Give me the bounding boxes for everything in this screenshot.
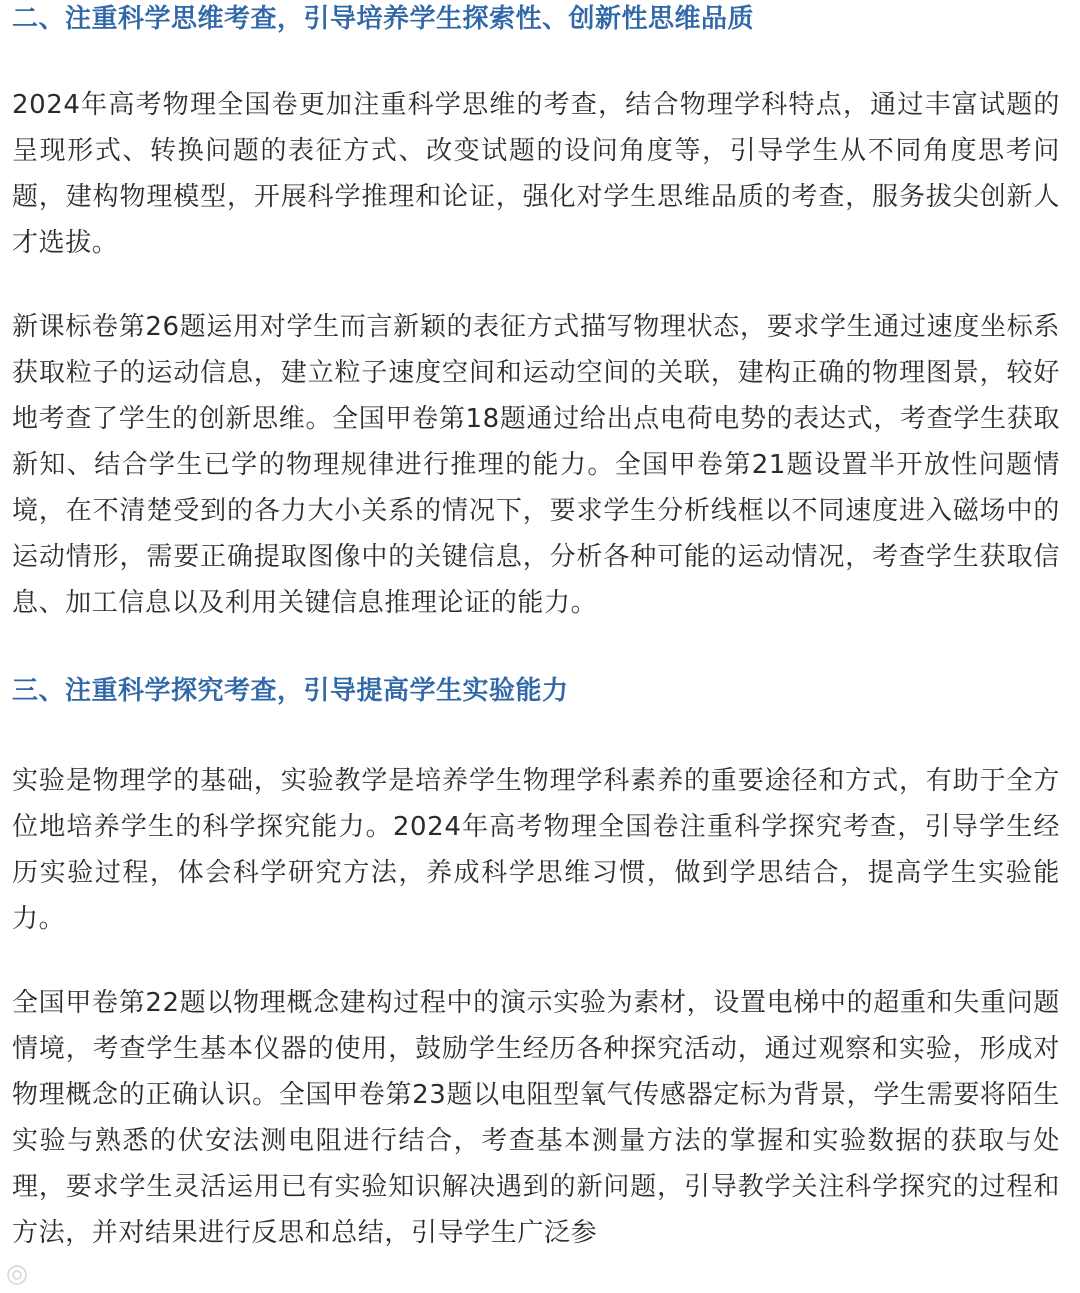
paragraph-4: 全国甲卷第22题以物理概念建构过程中的演示实验为素材，设置电梯中的超重和失重问题情境，考查学生基本仪器的使用，鼓励学生经历各种探究活动，通过观察和实验，形成对物理概念的正确认识。全国甲卷第23题以电阻型氧气传感器定标为背景，学生需要将陌生实验与熟悉的伏安法测电阻进行结合，考查基本测量方法的掌握和实验数据的获取与处理，要求学生灵活运用已有实验知识解决遇到的新问题，引导教学关注科学探究的过程和方法，并对结果进行反思和总结，引导学生广泛参 bbox=[12, 988, 1060, 1248]
watermark bbox=[6, 1262, 32, 1288]
paragraph-1: 2024年高考物理全国卷更加注重科学思维的考查，结合物理学科特点，通过丰富试题的呈现形式、转换问题的表征方式、改变试题的设问角度等，引导学生从不同角度思考问题，建构物理模型，开展科学推理和论证，强化对学生思维品质的考查，服务拔尖创新人才选拔。 bbox=[12, 90, 1060, 258]
article-body bbox=[12, 0, 1060, 1256]
paragraph-2: 新课标卷第26题运用对学生而言新颖的表征方式描写物理状态，要求学生通过速度坐标系获取粒子的运动信息，建立粒子速度空间和运动空间的关联，建构正确的物理图景，较好地考查了学生的创新思维。全国甲卷第18题通过给出点电荷电势的表达式，考查学生获取新知、结合学生已学的物理规律进行推理的能力。全国甲卷第21题设置半开放性问题情境，在不清楚受到的各力大小关系的情况下，要求学生分析线框以不同速度进入磁场中的运动情形，需要正确提取图像中的关键信息，分析各种可能的运动情况，考查学生获取信息、加工信息以及利用关键信息推理论证的能力。 bbox=[12, 312, 1060, 618]
section-heading-3: 三、注重科学探究考查，引导提高学生实验能力 bbox=[12, 676, 569, 706]
paragraph-3: 实验是物理学的基础，实验教学是培养学生物理学科素养的重要途径和方式，有助于全方位地培养学生的科学探究能力。2024年高考物理全国卷注重科学探究考查，引导学生经历实验过程，体会科学研究方法，养成科学思维习惯，做到学思结合，提高学生实验能力。 bbox=[12, 766, 1060, 934]
watermark-logo-icon bbox=[6, 1264, 28, 1286]
section-heading-2: 二、注重科学思维考查，引导培养学生探索性、创新性思维品质 bbox=[12, 4, 755, 34]
